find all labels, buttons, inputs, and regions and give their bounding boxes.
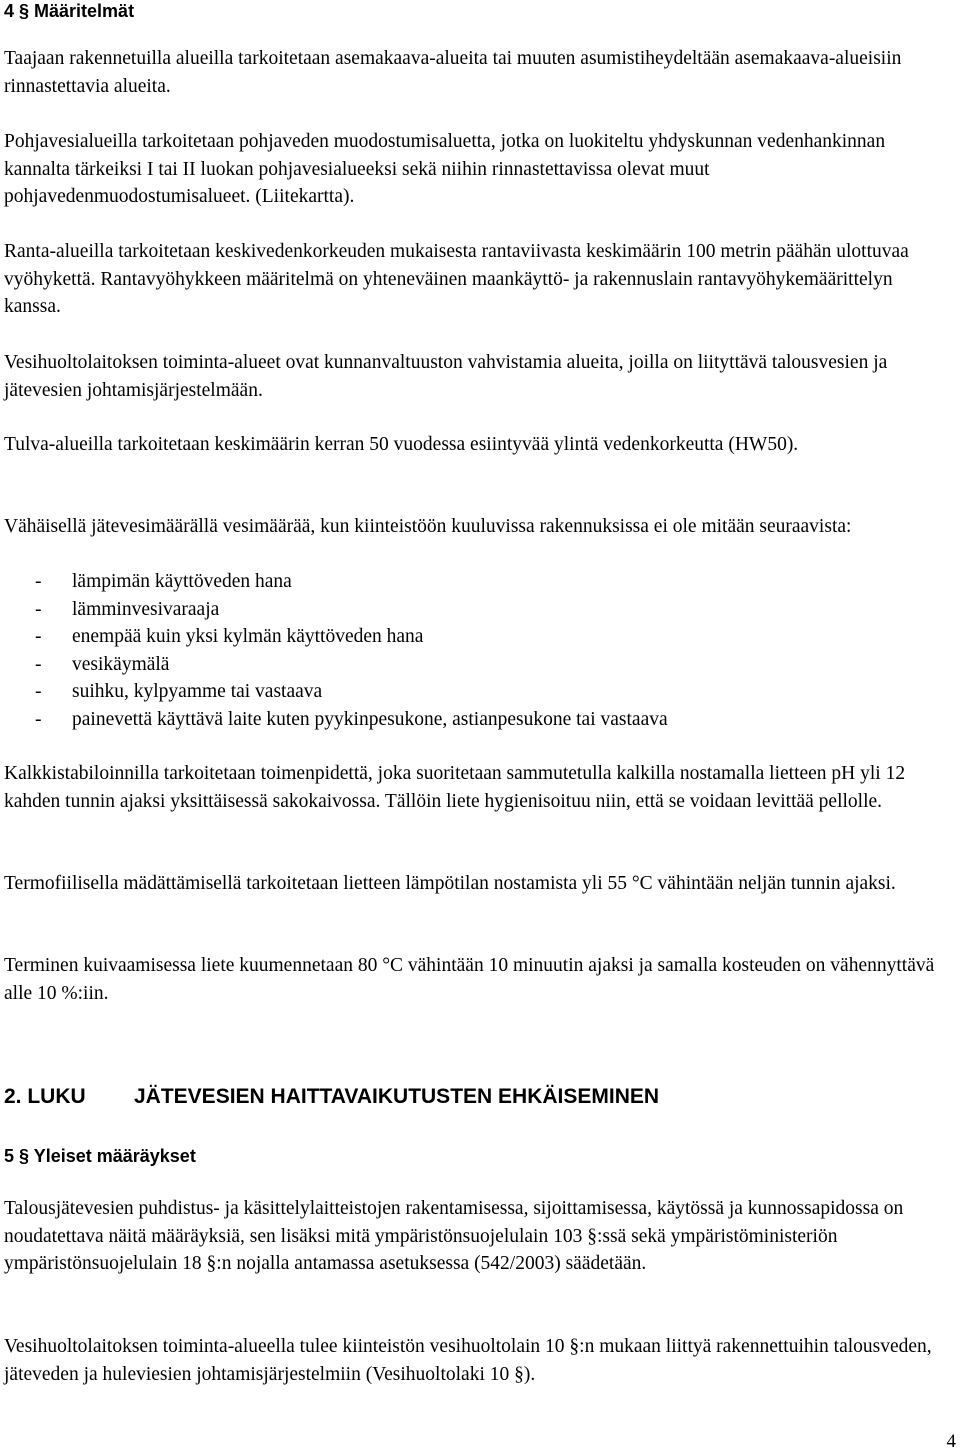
paragraph-tulva-alueilla: Tulva-alueilla tarkoitetaan keskimäärin kerran 50 vuodessa esiintyvää ylintä vedenkorkeutta (HW50). [4,434,799,455]
list-item: - vesikäymälä [35,653,170,675]
list-item: - enempää kuin yksi kylmän käyttöveden hana [35,626,424,647]
equipment-list [4,568,668,733]
paragraph-pohjavesialueilla: Pohjavesialueilla tarkoitetaan pohjaveden muodostumisaluetta, jotka on luokiteltu yhdyskunnan vedenhankinnan kannalta tärkeiksi I tai II luokan pohjavesialueeksi sekä niihin rinnastettavissa olevat muut pohjavedenmuodostumisalueet. (Liitekartta). [4,131,886,207]
paragraph-ranta-alueilla: Ranta-alueilla tarkoitetaan keskivedenkorkeuden mukaisesta rantaviivasta keskimäärin 100 metrin päähän ulottuvaa vyöhykettä. Rantavyöhykkeen määritelmä on yhteneväinen maankäyttö- ja rakennuslain rantavyöhykemäärittelyn kanssa. [4,241,909,317]
list-item: - lämpimän käyttöveden hana [35,571,292,592]
paragraph-terminen: Terminen kuivaamisessa liete kuumennetaan 80 °C vähintään 10 minuutin ajaksi ja samalla kosteuden on vähennyttävä alle 10 %:iin. [4,955,935,1004]
list-item: - lämminvesivaraaja [35,598,220,620]
paragraph-termofiilisella: Termofiilisella mädättämisellä tarkoitetaan lietteen lämpötilan nostamista yli 55 °C vähintään neljän tunnin ajaksi. [4,873,896,894]
paragraph-vesihuoltolaitoksen-alue: Vesihuoltolaitoksen toiminta-alueella tulee kiinteistön vesihuoltolain 10 §:n mukaan liittyä rakennettuihin talousveden, jäteveden ja huleviesien johtamisjärjestelmiin (Vesihuoltolaki 10 §). [4,1336,932,1385]
page-number: 4 [946,1431,956,1452]
paragraph-vahaisella: Vähäisellä jätevesimäärällä vesimäärää, kun kiinteistöön kuuluvissa rakennuksissa ei ole mitään seuraavista: [4,516,852,537]
paragraph-kalkkistabiloinnilla: Kalkkistabiloinnilla tarkoitetaan toimenpidettä, joka suoritetaan sammutetulla kalkilla nostamalla lietteen pH yli 12 kahden tunnin ajaksi yksittäisessä sakokaivossa. Tällöin liete hygienisoituu niin, että se voidaan levittää pellolle. [4,763,906,812]
paragraph-talousjatevesien: Talousjätevesien puhdistus- ja käsittelylaitteistojen rakentamisessa, sijoittamisessa, käytössä ja kunnossapidossa on noudatettava näitä määräyksiä, sen lisäksi mitä ympäristönsuojelulain 103 §:ssä sekä ympäristöministeriön ympäristönsuojelulain 18 §:n nojalla antamassa asetuksessa (542/2003) säädetään. [4,1198,904,1274]
chapter-number: 2. LUKU [4,1085,86,1108]
paragraph-taajaan: Taajaan rakennetuilla alueilla tarkoitetaan asemakaava-alueita tai muuten asumistiheydeltään asemakaava-alueisiin rinnastettavia alueita. [4,48,902,97]
list-item: - suihku, kylpyamme tai vastaava [35,681,323,702]
paragraph-vesihuoltolaitoksen: Vesihuoltolaitoksen toiminta-alueet ovat kunnanvaltuuston vahvistamia alueita, joilla on liityttävä talousvesien ja jätevesien johtamisjärjestelmään. [4,352,888,401]
chapter-title: JÄTEVESIEN HAITTAVAIKUTUSTEN EHKÄISEMINEN [134,1085,660,1108]
section-5-heading: 5 § Yleiset määräykset [4,1146,196,1166]
section-4-heading: 4 § Määritelmät [4,1,135,21]
list-item: - painevettä käyttävä laite kuten pyykinpesukone, astianpesukone tai vastaava [35,708,668,730]
